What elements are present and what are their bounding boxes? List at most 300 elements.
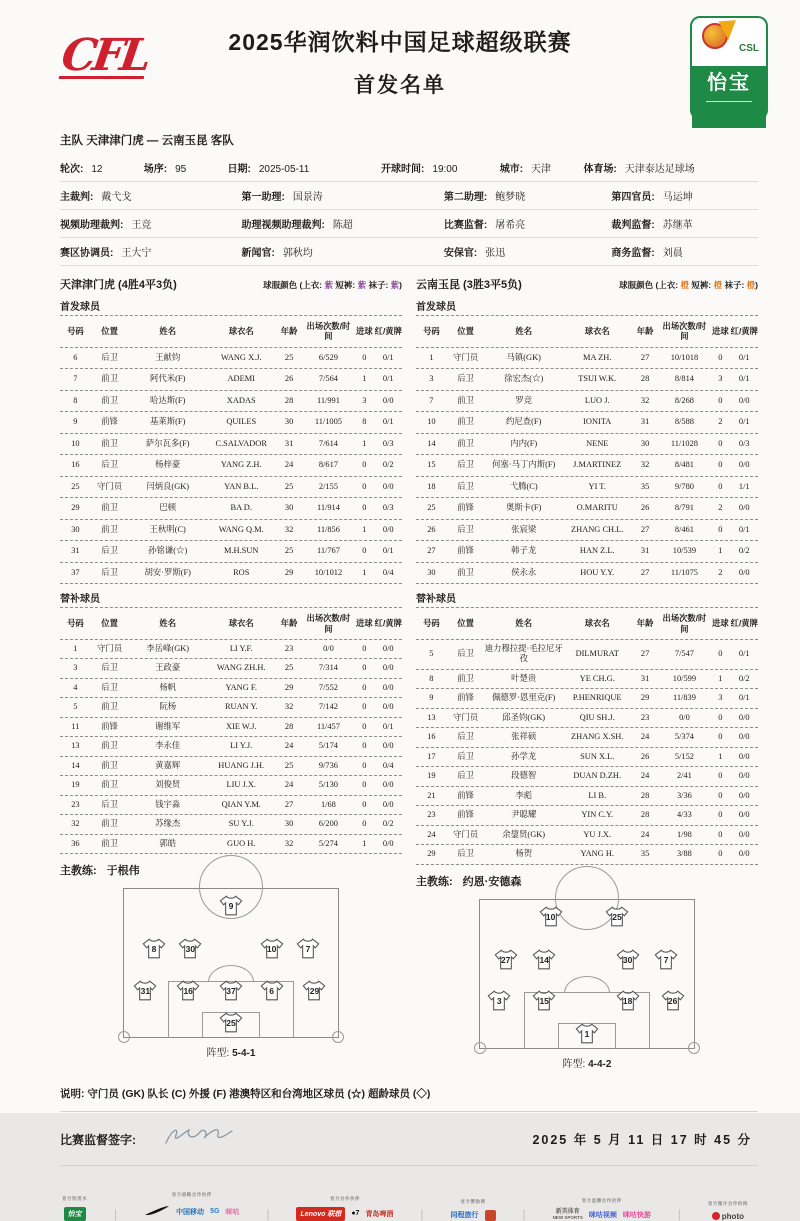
- cell-name: 黄嘉辉: [155, 760, 181, 770]
- cell-apps-time: 3/88: [676, 849, 692, 859]
- cfl-logo-text: CFL: [58, 30, 151, 81]
- cell-age: 30: [284, 503, 294, 513]
- cell-number: 16: [71, 460, 80, 470]
- jersey-number: 3: [496, 996, 502, 1007]
- sponsor-logo: [553, 1209, 583, 1221]
- jersey-icon: [575, 1023, 599, 1044]
- cell-jersey-name: LI Y.F.: [229, 643, 253, 653]
- cell-number: 1: [73, 643, 78, 653]
- coach-label: 主教练:: [416, 875, 453, 888]
- column-header: 出场次数/时间: [306, 613, 351, 634]
- cell-number: 3: [429, 374, 434, 384]
- cell-apps-time: 6/200: [318, 819, 338, 829]
- yibao-tagline-line: [706, 101, 752, 102]
- formation-pitch: [479, 899, 695, 1049]
- table-row: [416, 348, 758, 370]
- info-value: 刘晨: [662, 248, 683, 259]
- sponsor-separator: |: [677, 1206, 681, 1221]
- coach-name: 约恩·安德森: [462, 875, 522, 888]
- cell-age: 26: [640, 503, 650, 513]
- cell-position: 前锋: [101, 417, 118, 427]
- table-row: [416, 845, 758, 865]
- table-row: [416, 728, 758, 748]
- info-label: 城市:: [499, 164, 524, 175]
- cell-goals: 0: [718, 524, 723, 534]
- cell-cards: 0/0: [738, 395, 750, 405]
- cell-cards: 0/2: [382, 460, 394, 470]
- column-header: 球衣名: [228, 618, 254, 629]
- table-row: [60, 369, 402, 391]
- cell-goals: 0: [362, 819, 367, 829]
- kit-shorts-color: 紫: [357, 280, 367, 290]
- cell-jersey-name: QIAN Y.M.: [221, 799, 261, 809]
- cell-jersey-name: J.MARTINEZ: [573, 460, 622, 470]
- cell-apps-time: 11/1028: [670, 438, 698, 448]
- table-row: [60, 757, 402, 777]
- cell-number: 8: [429, 673, 434, 683]
- cell-position: 后卫: [457, 751, 474, 761]
- cell-goals: 0: [362, 702, 367, 712]
- cell-cards: 0/0: [738, 712, 750, 722]
- cell-position: 后卫: [457, 460, 474, 470]
- sponsor-group: [708, 1201, 748, 1221]
- formation-value: 5-4-1: [232, 1048, 256, 1060]
- cell-name: 萨尔瓦多(F): [145, 438, 190, 448]
- cell-jersey-name: HOU Y.Y.: [580, 567, 615, 577]
- info-label: 体育场:: [583, 164, 617, 175]
- jersey-number: 7: [305, 944, 311, 955]
- jersey-number: 30: [185, 944, 196, 955]
- info-value: 鲍梦晓: [495, 192, 526, 203]
- titles: [0, 24, 800, 99]
- column-header: 年龄: [636, 326, 654, 337]
- table-row: [60, 835, 402, 855]
- cell-apps-time: 4/33: [676, 810, 692, 820]
- cell-position: 前卫: [457, 438, 474, 448]
- column-header: 位置: [101, 618, 118, 629]
- jersey-number: 10: [266, 944, 277, 955]
- cell-cards: 0/0: [738, 771, 750, 781]
- cell-apps-time: 7/564: [318, 374, 338, 384]
- cell-apps-time: 6/529: [318, 352, 338, 362]
- cell-jersey-name: GUO H.: [227, 838, 256, 848]
- jersey-icon: [260, 938, 284, 959]
- cell-name: 罗竞: [515, 395, 533, 405]
- table-row: [60, 815, 402, 835]
- jersey-icon: [176, 980, 200, 1001]
- info-value: 19:00: [432, 164, 458, 175]
- cell-name: 李永佳: [155, 741, 181, 751]
- sheet-header: [0, 0, 800, 128]
- info-value: 国景涛: [292, 192, 323, 203]
- cell-goals: 3: [718, 374, 723, 384]
- info-pair: [611, 244, 758, 259]
- sponsor-logo-line1: 新英体育: [555, 1209, 580, 1216]
- info-label: 比赛监督:: [443, 220, 488, 231]
- table-row: [416, 477, 758, 499]
- info-label: 第一助理:: [241, 192, 285, 203]
- cell-number: 25: [71, 481, 80, 491]
- info-pair: [500, 160, 584, 175]
- cell-age: 32: [640, 395, 650, 405]
- cell-jersey-name: YANG Z.H.: [220, 460, 262, 470]
- cell-apps-time: 9/780: [674, 481, 694, 491]
- sponsor-logos: [451, 1210, 496, 1221]
- jersey-icon: [654, 949, 678, 970]
- table-row: [60, 455, 402, 477]
- cell-jersey-name: WANG ZH.H.: [216, 663, 266, 673]
- info-label: 裁判监督:: [611, 220, 655, 231]
- table-row: [416, 563, 758, 585]
- cell-cards: 0/1: [738, 693, 750, 703]
- info-pair: [241, 188, 443, 203]
- kit-prefix: 球服颜色 (上衣:: [619, 280, 681, 290]
- column-header: 红/黄牌: [374, 618, 402, 629]
- subs-label: 替补球员: [60, 594, 100, 606]
- cell-number: 9: [429, 693, 434, 703]
- cell-position: 后卫: [457, 649, 474, 659]
- cell-apps-time: 10/599: [672, 673, 697, 683]
- table-header-row: [416, 607, 758, 640]
- info-pair: [60, 244, 241, 259]
- sponsor-tier-caption: 官方饮用水: [62, 1195, 87, 1201]
- info-value: 屠希亮: [495, 220, 526, 231]
- cell-position: 后卫: [101, 799, 118, 809]
- cell-age: 29: [640, 693, 650, 703]
- legend-line: 说明: 守门员 (GK) 队长 (C) 外援 (F) 港澳特区和台湾地区球员 (☆) 超龄球员 (◇): [60, 1087, 431, 1100]
- cell-name: 佩德罗·恩里克(F): [492, 693, 556, 703]
- table-row: [60, 348, 402, 370]
- competition-title: 2025华润饮料中国足球超级联赛: [228, 29, 572, 55]
- signature-label: 比赛监督签字:: [60, 1132, 136, 1147]
- table-row: [416, 748, 758, 768]
- table-row: [60, 412, 402, 434]
- sponsor-group: [296, 1196, 393, 1221]
- table-row: [416, 520, 758, 542]
- cell-number: 36: [71, 838, 80, 848]
- cell-name: 闫炳良(GK): [146, 481, 190, 491]
- cell-number: 7: [429, 395, 434, 405]
- yibao-brand: 怡宝: [707, 72, 751, 94]
- cell-position: 守门员: [453, 829, 479, 839]
- cell-position: 前卫: [101, 438, 118, 448]
- cell-jersey-name: YU J.X.: [583, 829, 612, 839]
- cell-apps-time: 2/155: [318, 481, 338, 491]
- jersey-icon: [661, 990, 685, 1011]
- subs-table: [60, 607, 402, 854]
- cell-number: 14: [427, 438, 436, 448]
- cell-cards: 0/1: [382, 374, 394, 384]
- jersey-number: 14: [539, 954, 549, 965]
- cell-cards: 0/3: [738, 438, 750, 448]
- kit-shorts-label: 短裤:: [333, 280, 358, 290]
- column-header: 进球: [356, 326, 373, 337]
- formation-caption: 阵型:: [206, 1048, 233, 1060]
- formation-value: 4-4-2: [588, 1058, 612, 1070]
- cell-goals: 1: [362, 438, 367, 448]
- cell-cards: 0/0: [738, 849, 750, 859]
- table-row: [60, 498, 402, 520]
- cell-position: 前卫: [101, 702, 118, 712]
- info-pair: [444, 188, 612, 203]
- cell-age: 29: [284, 567, 294, 577]
- cell-name: 余鋆贤(GK): [502, 829, 546, 839]
- csl-emblem: [692, 18, 766, 56]
- column-header: 进球: [712, 326, 729, 337]
- column-header: 号码: [67, 618, 84, 629]
- jersey-icon: [219, 895, 243, 916]
- cell-name: 杨帆: [159, 682, 177, 692]
- jersey-icon: [142, 938, 166, 959]
- cell-jersey-name: NENE: [586, 438, 609, 448]
- info-pair: [611, 188, 758, 203]
- cell-goals: 0: [718, 771, 723, 781]
- cell-age: 25: [284, 481, 294, 491]
- cell-jersey-name: P.HENRIQUE: [572, 693, 622, 703]
- table-row: [416, 498, 758, 520]
- jersey-number: 8: [151, 944, 157, 955]
- cell-jersey-name: LIU J.X.: [226, 780, 256, 790]
- cell-position: 前锋: [457, 503, 474, 513]
- cell-cards: 0/0: [382, 663, 394, 673]
- cell-age: 25: [284, 546, 294, 556]
- cell-number: 27: [427, 546, 436, 556]
- sheet-title: 首发名单: [354, 74, 446, 97]
- info-label: 助理视频助理裁判:: [241, 220, 325, 231]
- cell-apps-time: 8/617: [318, 460, 338, 470]
- cell-apps-time: 8/791: [674, 503, 694, 513]
- pitch-corner-arc: [688, 1042, 700, 1054]
- cell-position: 前卫: [101, 395, 118, 405]
- cell-apps-time: 9/736: [318, 760, 338, 770]
- cell-name: 尹聪耀: [511, 810, 537, 820]
- table-row: [60, 563, 402, 585]
- table-row: [60, 659, 402, 679]
- table-row: [60, 541, 402, 563]
- cell-age: 32: [284, 524, 294, 534]
- cell-cards: 0/0: [382, 702, 394, 712]
- cell-age: 23: [284, 643, 294, 653]
- jersey-number: 6: [269, 985, 275, 996]
- cell-position: 后卫: [457, 374, 474, 384]
- column-header: 进球: [712, 618, 729, 629]
- column-header: 号码: [423, 326, 440, 337]
- cell-position: 守门员: [97, 643, 123, 653]
- cell-number: 19: [71, 780, 80, 790]
- column-header: 红/黄牌: [730, 326, 758, 337]
- cell-goals: 0: [362, 799, 367, 809]
- kit-suffix: ): [755, 280, 758, 290]
- cell-apps-time: 5/152: [674, 751, 694, 761]
- kit-shirt-color: 紫: [324, 280, 333, 290]
- jersey-icon: [296, 938, 320, 959]
- cell-goals: 0: [362, 643, 367, 653]
- info-label: 商务监督:: [611, 248, 655, 259]
- cell-apps-time: 2/41: [676, 771, 692, 781]
- subs-label: 替补球员: [416, 594, 456, 606]
- cell-age: 25: [284, 663, 294, 673]
- cell-goals: 0: [362, 721, 367, 731]
- cell-cards: 0/3: [382, 503, 394, 513]
- cell-jersey-name: TSUI W.K.: [578, 374, 617, 384]
- info-value: 马运坤: [662, 192, 693, 203]
- table-row: [60, 776, 402, 796]
- sponsor-separator: |: [522, 1206, 526, 1221]
- cell-apps-time: 0/0: [679, 712, 690, 722]
- info-label: 新闻官:: [241, 248, 275, 259]
- cell-position: 后卫: [101, 460, 118, 470]
- table-row: [60, 477, 402, 499]
- cell-jersey-name: XADAS: [226, 395, 256, 405]
- info-label: 视频助理裁判:: [60, 220, 124, 231]
- cell-jersey-name: WANG X.J.: [220, 352, 262, 362]
- cell-cards: 0/0: [738, 790, 750, 800]
- kit-shorts-label: 短裤:: [689, 280, 714, 290]
- cell-jersey-name: HAN Z.L.: [579, 546, 615, 556]
- sponsor-logo: 咪咕快游: [622, 1212, 651, 1220]
- info-pair: [241, 244, 443, 259]
- table-row: [60, 640, 402, 660]
- cell-age: 24: [284, 741, 294, 751]
- cell-jersey-name: MA ZH.: [583, 352, 612, 362]
- jersey-number: 1: [584, 1028, 590, 1039]
- cell-number: 9: [73, 417, 78, 427]
- info-label: 第二助理:: [443, 192, 488, 203]
- cell-name: 哈达斯(F): [150, 395, 186, 405]
- column-header: 出场次数/时间: [662, 321, 707, 342]
- cell-number: 10: [427, 417, 436, 427]
- cell-number: 15: [427, 460, 436, 470]
- cell-cards: 1/1: [738, 481, 750, 491]
- column-header: 姓名: [515, 326, 532, 337]
- column-header: 红/黄牌: [730, 618, 758, 629]
- formation-caption: 阵型:: [562, 1058, 589, 1070]
- cell-name: 杨梓豪: [155, 460, 181, 470]
- cell-jersey-name: DILMURAT: [575, 649, 619, 659]
- table-row: [416, 767, 758, 787]
- cell-age: 27: [640, 524, 650, 534]
- cell-apps-time: 7/552: [318, 682, 338, 692]
- cell-jersey-name: SU Y.J.: [228, 819, 254, 829]
- sponsor-logo: [485, 1210, 496, 1221]
- cell-position: 前卫: [101, 780, 118, 790]
- cell-position: 前卫: [457, 395, 474, 405]
- cell-jersey-name: O.MARITU: [576, 503, 618, 513]
- cell-apps-time: 10/1018: [670, 352, 699, 362]
- table-row: [416, 391, 758, 413]
- cell-name: 孙铭谦(☆): [148, 546, 188, 556]
- cell-apps-time: 5/174: [318, 741, 338, 751]
- jersey-icon: [487, 990, 511, 1011]
- cell-goals: 0: [362, 780, 367, 790]
- column-header: 出场次数/时间: [662, 613, 707, 634]
- cell-age: 27: [284, 799, 294, 809]
- cell-number: 32: [71, 819, 80, 829]
- cell-jersey-name: LI B.: [588, 790, 607, 800]
- cell-number: 24: [427, 829, 436, 839]
- starters-label: 首发球员: [416, 302, 456, 313]
- signature-row: [60, 1124, 758, 1155]
- info-pair: [60, 188, 241, 203]
- cell-name: 韩子龙: [511, 546, 537, 556]
- cell-jersey-name: YAN B.L.: [224, 481, 259, 491]
- sponsor-separator: |: [266, 1206, 270, 1221]
- cell-number: 29: [427, 849, 436, 859]
- table-row: [60, 391, 402, 413]
- sponsor-logos: [708, 1212, 748, 1221]
- cell-age: 28: [640, 810, 650, 820]
- pitch-corner-arc: [474, 1042, 486, 1054]
- jersey-number: 10: [545, 911, 556, 922]
- cell-goals: 1: [718, 751, 723, 761]
- cell-cards: 0/2: [738, 673, 750, 683]
- table-header-row: [416, 315, 758, 348]
- cell-number: 13: [71, 741, 80, 751]
- signoff-datetime: 2025 年 5 月 11 日 17 时 45 分: [532, 1133, 752, 1148]
- divider: [60, 1165, 758, 1166]
- cell-cards: 0/0: [382, 838, 394, 848]
- sponsor-group: [144, 1192, 239, 1221]
- cell-number: 37: [71, 567, 80, 577]
- coach-label: 主教练:: [60, 865, 97, 878]
- cell-age: 23: [640, 712, 650, 722]
- jersey-icon: [219, 1012, 243, 1033]
- cell-age: 24: [640, 732, 650, 742]
- cell-apps-time: 7/142: [318, 702, 338, 712]
- column-header: 号码: [423, 618, 440, 629]
- info-value: 郭秋均: [282, 248, 313, 259]
- cell-apps-time: 11/457: [316, 721, 340, 731]
- cell-name: 段德智: [511, 771, 537, 781]
- info-value: 戴弋戈: [101, 192, 132, 203]
- info-pair: [444, 244, 612, 259]
- cell-jersey-name: C.SALVADOR: [215, 438, 267, 448]
- sponsor-logos: [62, 1207, 87, 1221]
- sponsor-logo-text: photo: [721, 1211, 744, 1221]
- jersey-number: 26: [667, 996, 678, 1007]
- cell-goals: 8: [362, 417, 367, 427]
- cell-apps-time: 0/0: [323, 643, 334, 653]
- cell-goals: 0: [362, 503, 367, 513]
- info-pair: [583, 160, 758, 175]
- cell-name: 阮杨: [159, 702, 177, 712]
- cell-number: 16: [427, 732, 436, 742]
- cell-name: 何塞·马丁内斯(F): [492, 460, 556, 470]
- sponsor-group: [553, 1198, 651, 1221]
- cell-number: 18: [427, 481, 436, 491]
- cell-name: 钱宇淼: [155, 799, 181, 809]
- table-row: [416, 640, 758, 670]
- cell-position: 前卫: [457, 567, 474, 577]
- cell-position: 前卫: [101, 374, 118, 384]
- sponsor-group: [451, 1199, 496, 1221]
- cell-apps-time: 7/314: [318, 663, 338, 673]
- cell-apps-time: 5/130: [318, 780, 338, 790]
- cell-name: 谢维军: [155, 721, 181, 731]
- cell-number: 13: [427, 712, 436, 722]
- cell-cards: 0/0: [382, 799, 394, 809]
- cell-position: 后卫: [457, 481, 474, 491]
- cell-position: 前锋: [457, 810, 474, 820]
- match-info-block: [60, 154, 758, 266]
- cell-goals: 0: [718, 481, 723, 491]
- cell-age: 29: [284, 682, 294, 692]
- cell-jersey-name: ROS: [233, 567, 250, 577]
- column-header: 进球: [356, 618, 373, 629]
- cell-goals: 1: [362, 524, 367, 534]
- cell-age: 30: [284, 819, 294, 829]
- info-value: 天津泰达足球场: [624, 164, 695, 175]
